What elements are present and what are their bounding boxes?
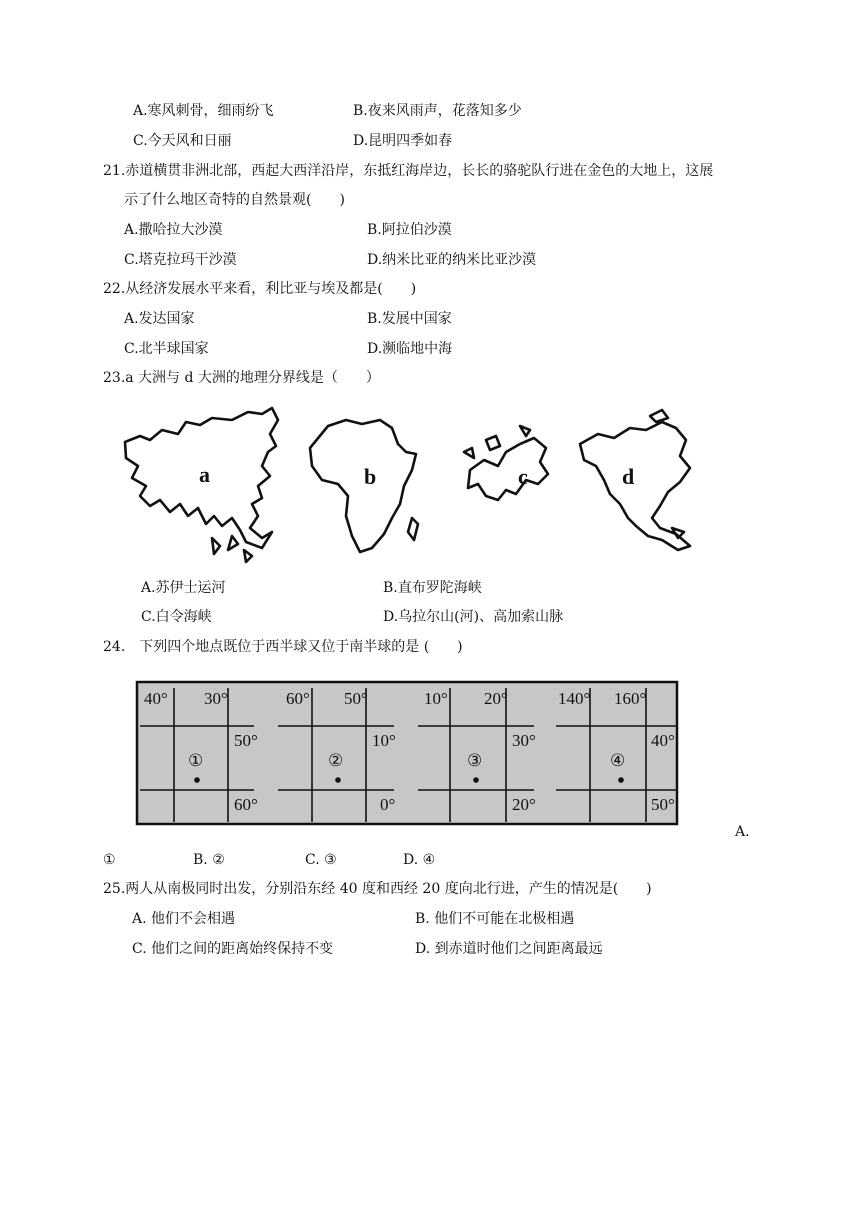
continent-outline-figure [0, 400, 860, 580]
grid4-marker: ④ [610, 751, 626, 770]
africa-outline [310, 420, 416, 552]
map-label-d: d [622, 464, 635, 489]
q23-option-b: B.直布罗陀海峡 [383, 580, 482, 596]
map-label-c: c [518, 464, 528, 489]
grid2-lat-bottom: 0° [380, 795, 396, 814]
q21-option-a: A.撒哈拉大沙漠 [124, 222, 223, 238]
q23-option-d: D.乌拉尔山(河)、高加索山脉 [383, 609, 564, 625]
grid4-lat-bottom: 50° [651, 795, 675, 814]
q24-stem: 24. 下列四个地点既位于西半球又位于南半球的是 ( ) [103, 639, 463, 655]
q20-option-d: D.昆明四季如春 [353, 133, 453, 149]
grid4-lon-right: 160° [614, 689, 647, 708]
map-label-b: b [364, 464, 377, 489]
q21-option-b: B.阿拉伯沙漠 [367, 222, 452, 238]
grid3-point [473, 777, 479, 783]
grid2-lon-right: 50° [344, 689, 368, 708]
q25-option-a: A. 他们不会相遇 [132, 911, 236, 927]
q23-option-a: A.苏伊士运河 [141, 580, 226, 596]
grid2-lat-top: 10° [372, 731, 396, 750]
q22-option-c: C.北半球国家 [124, 341, 209, 357]
q25-option-c: C. 他们之间的距离始终保持不变 [132, 941, 334, 957]
grid4-lon-left: 140° [558, 689, 591, 708]
q20-option-a: A.寒风刺骨，细雨纷飞 [133, 103, 274, 119]
grid4-point [618, 777, 624, 783]
grid3-lat-top: 30° [512, 731, 536, 750]
europe-outline [468, 438, 548, 500]
q24-option-a-label: A. [735, 824, 750, 840]
q21-stem-line2: 示了什么地区奇特的自然景观( ) [124, 192, 345, 208]
q25-stem: 25.两人从南极同时出发，分别沿东经 40 度和西经 20 度向北行进，产生的情况是( ) [103, 881, 652, 897]
grid3-lon-left: 10° [424, 689, 448, 708]
q22-stem: 22.从经济发展水平来看，利比亚与埃及都是( ) [103, 281, 417, 297]
grid3-marker: ③ [467, 751, 483, 770]
q24-option-a-value: ① [103, 852, 116, 868]
q24-option-c: C. ③ [305, 852, 337, 868]
q21-option-d: D.纳米比亚的纳米比亚沙漠 [367, 252, 537, 268]
grid1-lon-left: 40° [144, 689, 168, 708]
grid1-lat-bottom: 60° [234, 795, 258, 814]
grid3-lon-right: 20° [484, 689, 508, 708]
q21-option-c: C.塔克拉玛干沙漠 [124, 252, 237, 268]
grid1-marker: ① [188, 751, 204, 770]
grid4-lat-top: 40° [651, 731, 675, 750]
lat-lon-grid-figure [0, 676, 860, 826]
q21-stem-line1: 21.赤道横贯非洲北部，西起大西洋沿岸，东抵红海岸边，长长的骆驼队行进在金色的大地上，这展 [103, 163, 714, 179]
q20-option-c: C.今天风和日丽 [133, 133, 232, 149]
grid2-point [335, 777, 341, 783]
grid1-point [194, 777, 200, 783]
q22-option-a: A.发达国家 [124, 311, 195, 327]
q22-option-d: D.濒临地中海 [367, 341, 453, 357]
q24-option-b: B. ② [193, 852, 225, 868]
map-label-a: a [199, 462, 210, 487]
q25-option-d: D. 到赤道时他们之间距离最远 [415, 941, 603, 957]
grid2-marker: ② [328, 751, 344, 770]
grid1-lat-top: 50° [234, 731, 258, 750]
grid1-lon-right: 30° [204, 689, 228, 708]
q20-option-b: B.夜来风雨声，花落知多少 [353, 103, 522, 119]
q25-option-b: B. 他们不可能在北极相遇 [415, 911, 575, 927]
q22-option-b: B.发展中国家 [367, 311, 452, 327]
q24-option-d: D. ④ [403, 852, 436, 868]
grid3-lat-bottom: 20° [512, 795, 536, 814]
q23-stem: 23.a 大洲与 d 大洲的地理分界线是（ ） [103, 370, 380, 386]
q23-option-c: C.白令海峡 [141, 609, 212, 625]
grid2-lon-left: 60° [286, 689, 310, 708]
